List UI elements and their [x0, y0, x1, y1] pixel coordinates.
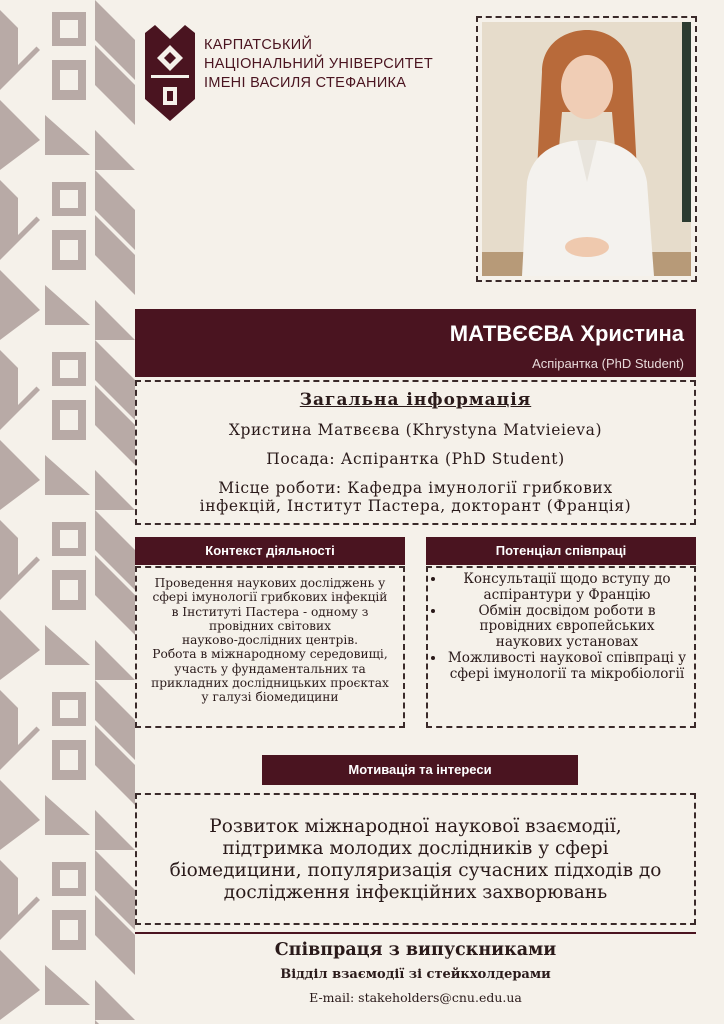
full-name-line: Христина Матвєєва (Khrystyna Matvieieva) [228, 421, 603, 439]
university-crest-icon [145, 25, 195, 121]
name-banner [135, 309, 696, 377]
context-line: участь у фундаментальних та [174, 661, 366, 676]
context-line: Проведення наукових досліджень у [154, 576, 386, 590]
context-line: Робота в міжнародному середовищі, [152, 647, 388, 662]
list-item: • Обмін досвідом роботи в провідних європейських наукових установах [446, 604, 688, 651]
motivation-box [135, 793, 696, 925]
list-item: • Можливості наукової співпраці у сфері імунології та мікробіології [446, 651, 688, 683]
university-name-line: КАРПАТСЬКИЙ [204, 37, 313, 53]
profile-photo [482, 22, 691, 276]
potential-box [426, 566, 696, 728]
potential-heading: Потенціал співпраці [426, 537, 696, 565]
decorative-ornament [0, 0, 135, 1024]
context-line: науково-дослідних центрів. [182, 633, 358, 648]
university-name [204, 36, 433, 93]
footer-email: E-mail: stakeholders@cnu.edu.ua [309, 990, 522, 1005]
workplace-line: Місце роботи: Кафедра імунології грибкових [218, 479, 613, 497]
motivation-line: біомедицини, популяризація сучасних підходів до [169, 860, 662, 881]
context-heading: Контекст діяльності [135, 537, 405, 565]
general-info-box [135, 380, 696, 525]
context-line: провідних світових [208, 618, 332, 633]
university-name-line: ІМЕНІ ВАСИЛЯ СТЕФАНИКА [204, 75, 407, 91]
potential-list [432, 572, 688, 683]
position-line: Посада: Аспірантка (PhD Student) [266, 450, 565, 468]
context-line: у галузі біомедицини [201, 690, 339, 705]
context-line: сфері імунології грибкових інфекцій [152, 590, 388, 605]
motivation-line: дослідження інфекційних захворювань [223, 882, 608, 903]
list-item: • Консультації щодо вступу до аспірантури у Францію [446, 572, 688, 604]
motivation-heading: Мотивація та інтереси [262, 755, 578, 785]
motivation-line: Розвиток міжнародної наукової взаємодії, [209, 816, 622, 837]
motivation-line: підтримка молодих дослідників у сфері [222, 838, 609, 859]
context-line: прикладних дослідницьких проєктах [151, 676, 389, 691]
footer-divider [135, 932, 696, 934]
workplace-line: інфекцій, Інститут Пастера, докторант (Франція) [199, 497, 632, 515]
person-role: Аспірантка (PhD Student) [532, 356, 684, 371]
university-name-line: НАЦІОНАЛЬНИЙ УНІВЕРСИТЕТ [204, 56, 434, 72]
context-box [135, 566, 405, 728]
general-info-heading: Загальна інформація [299, 390, 532, 410]
person-name: МАТВЄЄВА Христина [449, 321, 684, 346]
profile-photo-frame [476, 16, 697, 282]
footer-subtitle: Відділ взаємодії зі стейкхолдерами [280, 967, 551, 982]
context-line: в Інституті Пастера - одному з [171, 604, 369, 619]
footer-title: Співпраця з випускниками [274, 940, 557, 960]
